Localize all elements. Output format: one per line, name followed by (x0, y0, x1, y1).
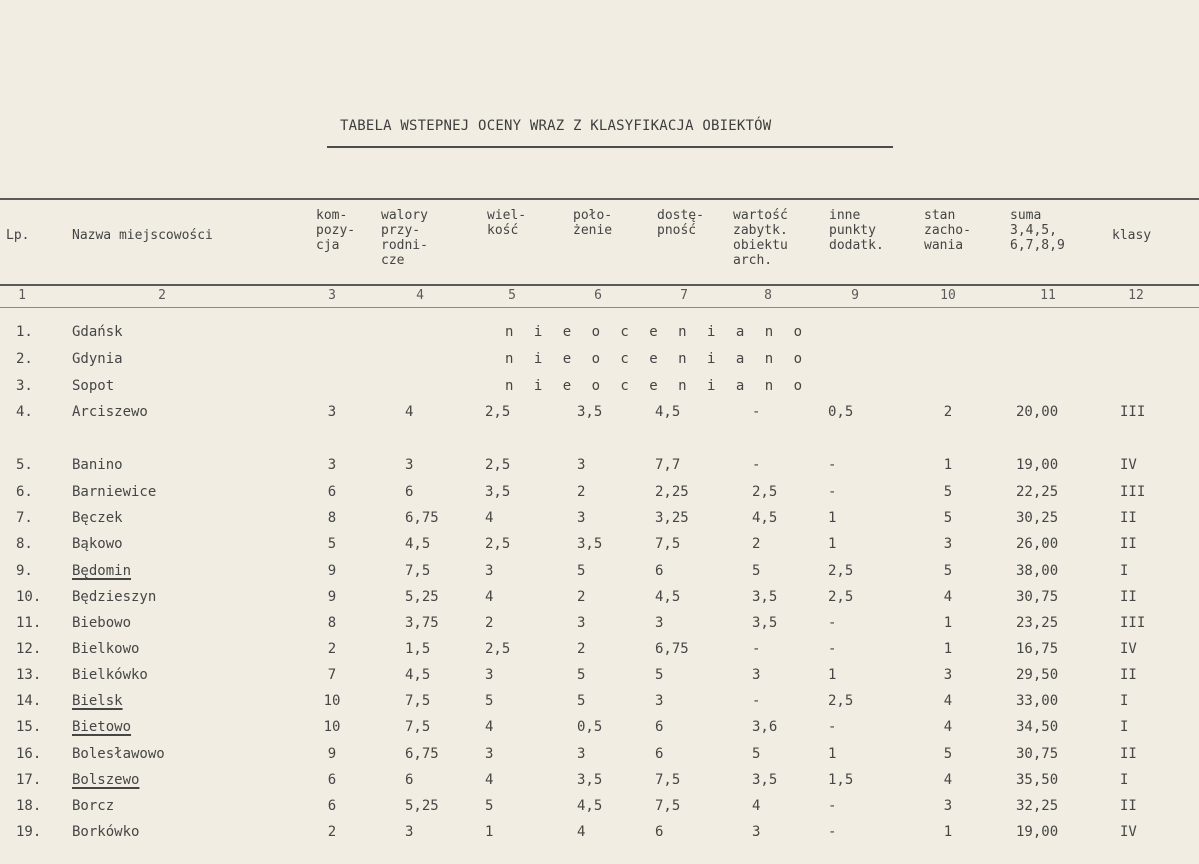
cell-size: 3 (485, 563, 494, 579)
place-name: Będzieszyn (72, 589, 157, 605)
cell-sum: 35,50 (1016, 772, 1059, 788)
cell-condition: 4 (943, 772, 953, 788)
place-name: Arciszewo (72, 404, 148, 420)
cell-sum: 32,25 (1016, 798, 1059, 814)
cell-extra-points: 1 (828, 510, 837, 526)
cell-composition: 10 (323, 719, 341, 735)
place-name: Barniewice (72, 484, 157, 500)
place-name: Będomin (72, 563, 132, 579)
cell-monument-value: 2,5 (752, 484, 778, 500)
cell-condition: 4 (943, 589, 953, 605)
row-number: 13. (16, 667, 42, 683)
cell-composition: 6 (327, 772, 337, 788)
cell-class: I (1120, 563, 1129, 579)
cell-size: 3 (485, 746, 494, 762)
cell-monument-value: - (752, 457, 761, 473)
cell-condition: 3 (943, 536, 953, 552)
cell-size: 4 (485, 719, 494, 735)
cell-accessibility: 6 (655, 824, 664, 840)
cell-sum: 38,00 (1016, 563, 1059, 579)
cell-size: 2,5 (485, 536, 511, 552)
header-class: klasy (1112, 228, 1152, 243)
cell-accessibility: 6 (655, 746, 664, 762)
cell-sum: 19,00 (1016, 824, 1059, 840)
cell-condition: 1 (943, 824, 953, 840)
cell-natural-values: 4,5 (405, 536, 431, 552)
cell-condition: 1 (943, 457, 953, 473)
cell-monument-value: 3 (752, 824, 761, 840)
row-number: 1. (16, 324, 33, 340)
cell-accessibility: 4,5 (655, 404, 681, 420)
cell-composition: 10 (323, 693, 341, 709)
cell-size: 3 (485, 667, 494, 683)
cell-extra-points: 2,5 (828, 589, 854, 605)
cell-monument-value: 3,5 (752, 589, 778, 605)
header-composition: kom- pozy- cja (316, 208, 356, 253)
row-number: 4. (16, 404, 33, 420)
place-name: Gdańsk (72, 324, 123, 340)
cell-extra-points: - (828, 484, 837, 500)
cell-natural-values: 3 (405, 457, 414, 473)
cell-sum: 23,25 (1016, 615, 1059, 631)
cell-condition: 4 (943, 719, 953, 735)
cell-condition: 1 (943, 641, 953, 657)
cell-sum: 33,00 (1016, 693, 1059, 709)
cell-condition: 5 (943, 510, 953, 526)
row-number: 7. (16, 510, 33, 526)
table-row (0, 667, 1199, 693)
cell-monument-value: 3,5 (752, 772, 778, 788)
cell-extra-points: 1 (828, 746, 837, 762)
cell-natural-values: 5,25 (405, 589, 439, 605)
cell-accessibility: 2,25 (655, 484, 689, 500)
table-row (0, 324, 1199, 350)
header-name: Nazwa miejscowości (72, 228, 213, 243)
table-row (0, 457, 1199, 483)
cell-natural-values: 4,5 (405, 667, 431, 683)
document-title: TABELA WSTEPNEJ OCENY WRAZ Z KLASYFIKACJA OBIEKTÓW (340, 118, 772, 134)
place-name: Borcz (72, 798, 115, 814)
table-row (0, 510, 1199, 536)
cell-location: 5 (577, 693, 586, 709)
table-row (0, 615, 1199, 641)
cell-composition: 3 (327, 457, 337, 473)
header-extra-points: inne punkty dodatk. (829, 208, 884, 253)
cell-size: 4 (485, 510, 494, 526)
cell-monument-value: 3,6 (752, 719, 778, 735)
cell-sum: 29,50 (1016, 667, 1059, 683)
cell-sum: 30,75 (1016, 746, 1059, 762)
cell-class: III (1120, 615, 1146, 631)
cell-extra-points: 1 (828, 667, 837, 683)
column-number-5: 5 (508, 288, 516, 303)
cell-class: I (1120, 772, 1129, 788)
cell-extra-points: - (828, 457, 837, 473)
cell-size: 2 (485, 615, 494, 631)
cell-composition: 8 (327, 615, 337, 631)
table-row (0, 589, 1199, 615)
table-row (0, 641, 1199, 667)
cell-location: 2 (577, 641, 586, 657)
cell-sum: 20,00 (1016, 404, 1059, 420)
cell-monument-value: 3 (752, 667, 761, 683)
row-number: 10. (16, 589, 42, 605)
cell-natural-values: 7,5 (405, 719, 431, 735)
cell-condition: 5 (943, 746, 953, 762)
number-row-rule (0, 307, 1199, 308)
place-name: Bąkowo (72, 536, 123, 552)
row-number: 8. (16, 536, 33, 552)
cell-sum: 16,75 (1016, 641, 1059, 657)
cell-composition: 2 (327, 824, 337, 840)
cell-accessibility: 6 (655, 719, 664, 735)
row-number: 16. (16, 746, 42, 762)
cell-monument-value: - (752, 641, 761, 657)
column-number-1: 1 (18, 288, 26, 303)
cell-class: II (1120, 667, 1137, 683)
table-row (0, 746, 1199, 772)
place-name: Banino (72, 457, 123, 473)
table-row (0, 536, 1199, 562)
cell-condition: 5 (943, 563, 953, 579)
cell-sum: 26,00 (1016, 536, 1059, 552)
cell-extra-points: 1,5 (828, 772, 854, 788)
place-name: Biebowo (72, 615, 132, 631)
cell-extra-points: 1 (828, 536, 837, 552)
cell-location: 3,5 (577, 772, 603, 788)
column-number-2: 2 (158, 288, 166, 303)
cell-class: I (1120, 719, 1129, 735)
header-natural-values: walory przy- rodni- cze (381, 208, 428, 268)
cell-accessibility: 7,5 (655, 798, 681, 814)
place-name: Sopot (72, 378, 115, 394)
cell-monument-value: 4 (752, 798, 761, 814)
row-number: 11. (16, 615, 42, 631)
cell-extra-points: 2,5 (828, 693, 854, 709)
table-row (0, 484, 1199, 510)
cell-natural-values: 3 (405, 824, 414, 840)
cell-location: 4 (577, 824, 586, 840)
cell-size: 3,5 (485, 484, 511, 500)
cell-natural-values: 6,75 (405, 746, 439, 762)
table-row (0, 772, 1199, 798)
cell-condition: 4 (943, 693, 953, 709)
cell-location: 3 (577, 510, 586, 526)
cell-location: 0,5 (577, 719, 603, 735)
cell-composition: 9 (327, 563, 337, 579)
cell-composition: 6 (327, 798, 337, 814)
cell-size: 4 (485, 589, 494, 605)
column-number-10: 10 (940, 288, 956, 303)
place-name: Bielkowo (72, 641, 140, 657)
cell-class: II (1120, 510, 1137, 526)
cell-class: IV (1120, 824, 1137, 840)
cell-composition: 9 (327, 746, 337, 762)
row-number: 19. (16, 824, 42, 840)
cell-natural-values: 6 (405, 484, 414, 500)
cell-sum: 30,25 (1016, 510, 1059, 526)
cell-location: 2 (577, 589, 586, 605)
column-number-11: 11 (1040, 288, 1056, 303)
cell-size: 4 (485, 772, 494, 788)
cell-location: 5 (577, 667, 586, 683)
title-underline (327, 146, 893, 148)
cell-class: IV (1120, 457, 1137, 473)
cell-class: III (1120, 484, 1146, 500)
header-monument-value: wartość zabytk. obiektu arch. (733, 208, 788, 268)
cell-class: II (1120, 589, 1137, 605)
cell-accessibility: 7,5 (655, 772, 681, 788)
cell-natural-values: 4 (405, 404, 414, 420)
row-number: 12. (16, 641, 42, 657)
cell-accessibility: 7,7 (655, 457, 681, 473)
cell-class: I (1120, 693, 1129, 709)
table-row (0, 563, 1199, 589)
place-name: Bielsk (72, 693, 123, 709)
cell-extra-points: - (828, 798, 837, 814)
column-number-12: 12 (1128, 288, 1144, 303)
table-row (0, 798, 1199, 824)
column-number-4: 4 (416, 288, 424, 303)
cell-extra-points: 2,5 (828, 563, 854, 579)
cell-composition: 9 (327, 589, 337, 605)
cell-location: 3,5 (577, 404, 603, 420)
cell-size: 5 (485, 693, 494, 709)
cell-extra-points: - (828, 615, 837, 631)
row-number: 9. (16, 563, 33, 579)
row-number: 17. (16, 772, 42, 788)
cell-composition: 5 (327, 536, 337, 552)
row-number: 6. (16, 484, 33, 500)
table-row (0, 378, 1199, 404)
cell-accessibility: 5 (655, 667, 664, 683)
cell-location: 3 (577, 457, 586, 473)
place-name: Bęczek (72, 510, 123, 526)
column-number-3: 3 (328, 288, 336, 303)
cell-monument-value: - (752, 404, 761, 420)
place-name: Bolszewo (72, 772, 140, 788)
cell-monument-value: 5 (752, 563, 761, 579)
cell-composition: 3 (327, 404, 337, 420)
cell-natural-values: 7,5 (405, 563, 431, 579)
cell-monument-value: 5 (752, 746, 761, 762)
cell-location: 2 (577, 484, 586, 500)
table-row (0, 719, 1199, 745)
cell-size: 2,5 (485, 457, 511, 473)
table-row (0, 351, 1199, 377)
cell-extra-points: - (828, 719, 837, 735)
cell-natural-values: 7,5 (405, 693, 431, 709)
table-row (0, 824, 1199, 850)
cell-class: III (1120, 404, 1146, 420)
cell-accessibility: 6,75 (655, 641, 689, 657)
cell-location: 3 (577, 615, 586, 631)
cell-class: IV (1120, 641, 1137, 657)
header-accessibility: dostę- pność (657, 208, 704, 238)
row-number: 3. (16, 378, 33, 394)
cell-sum: 22,25 (1016, 484, 1059, 500)
place-name: Bietowo (72, 719, 132, 735)
row-number: 2. (16, 351, 33, 367)
cell-accessibility: 4,5 (655, 589, 681, 605)
cell-composition: 8 (327, 510, 337, 526)
table-row (0, 404, 1199, 430)
header-condition: stan zacho- wania (924, 208, 971, 253)
cell-monument-value: - (752, 693, 761, 709)
cell-condition: 2 (943, 404, 953, 420)
cell-accessibility: 6 (655, 563, 664, 579)
cell-natural-values: 5,25 (405, 798, 439, 814)
table-row (0, 693, 1199, 719)
cell-condition: 1 (943, 615, 953, 631)
cell-extra-points: - (828, 824, 837, 840)
header-lp: Lp. (6, 228, 30, 243)
column-number-9: 9 (851, 288, 859, 303)
cell-condition: 3 (943, 798, 953, 814)
header-sum: suma 3,4,5, 6,7,8,9 (1010, 208, 1065, 253)
row-number: 15. (16, 719, 42, 735)
place-name: Bielkówko (72, 667, 148, 683)
cell-accessibility: 7,5 (655, 536, 681, 552)
cell-natural-values: 6,75 (405, 510, 439, 526)
cell-condition: 5 (943, 484, 953, 500)
cell-size: 1 (485, 824, 494, 840)
cell-sum: 19,00 (1016, 457, 1059, 473)
cell-location: 3,5 (577, 536, 603, 552)
cell-sum: 34,50 (1016, 719, 1059, 735)
cell-composition: 6 (327, 484, 337, 500)
row-number: 14. (16, 693, 42, 709)
table-top-rule (0, 198, 1199, 200)
cell-natural-values: 1,5 (405, 641, 431, 657)
header-location: poło- żenie (573, 208, 613, 238)
cell-natural-values: 6 (405, 772, 414, 788)
cell-monument-value: 3,5 (752, 615, 778, 631)
cell-accessibility: 3,25 (655, 510, 689, 526)
cell-location: 4,5 (577, 798, 603, 814)
row-number: 18. (16, 798, 42, 814)
cell-condition: 3 (943, 667, 953, 683)
cell-accessibility: 3 (655, 615, 664, 631)
place-name: Borkówko (72, 824, 140, 840)
header-bottom-rule (0, 284, 1199, 286)
cell-location: 5 (577, 563, 586, 579)
place-name: Gdynia (72, 351, 123, 367)
cell-size: 2,5 (485, 404, 511, 420)
not-evaluated-note: n i e o c e n i a n o (505, 324, 809, 340)
place-name: Bolesławowo (72, 746, 165, 762)
not-evaluated-note: n i e o c e n i a n o (505, 378, 809, 394)
cell-extra-points: - (828, 641, 837, 657)
cell-class: II (1120, 746, 1137, 762)
cell-extra-points: 0,5 (828, 404, 854, 420)
cell-sum: 30,75 (1016, 589, 1059, 605)
cell-size: 2,5 (485, 641, 511, 657)
cell-monument-value: 2 (752, 536, 761, 552)
column-number-8: 8 (764, 288, 772, 303)
not-evaluated-note: n i e o c e n i a n o (505, 351, 809, 367)
cell-class: II (1120, 798, 1137, 814)
cell-class: II (1120, 536, 1137, 552)
column-number-7: 7 (680, 288, 688, 303)
cell-composition: 2 (327, 641, 337, 657)
cell-natural-values: 3,75 (405, 615, 439, 631)
row-number: 5. (16, 457, 33, 473)
column-number-6: 6 (594, 288, 602, 303)
cell-composition: 7 (327, 667, 337, 683)
cell-size: 5 (485, 798, 494, 814)
header-size: wiel- kość (487, 208, 527, 238)
cell-location: 3 (577, 746, 586, 762)
cell-monument-value: 4,5 (752, 510, 778, 526)
cell-accessibility: 3 (655, 693, 664, 709)
